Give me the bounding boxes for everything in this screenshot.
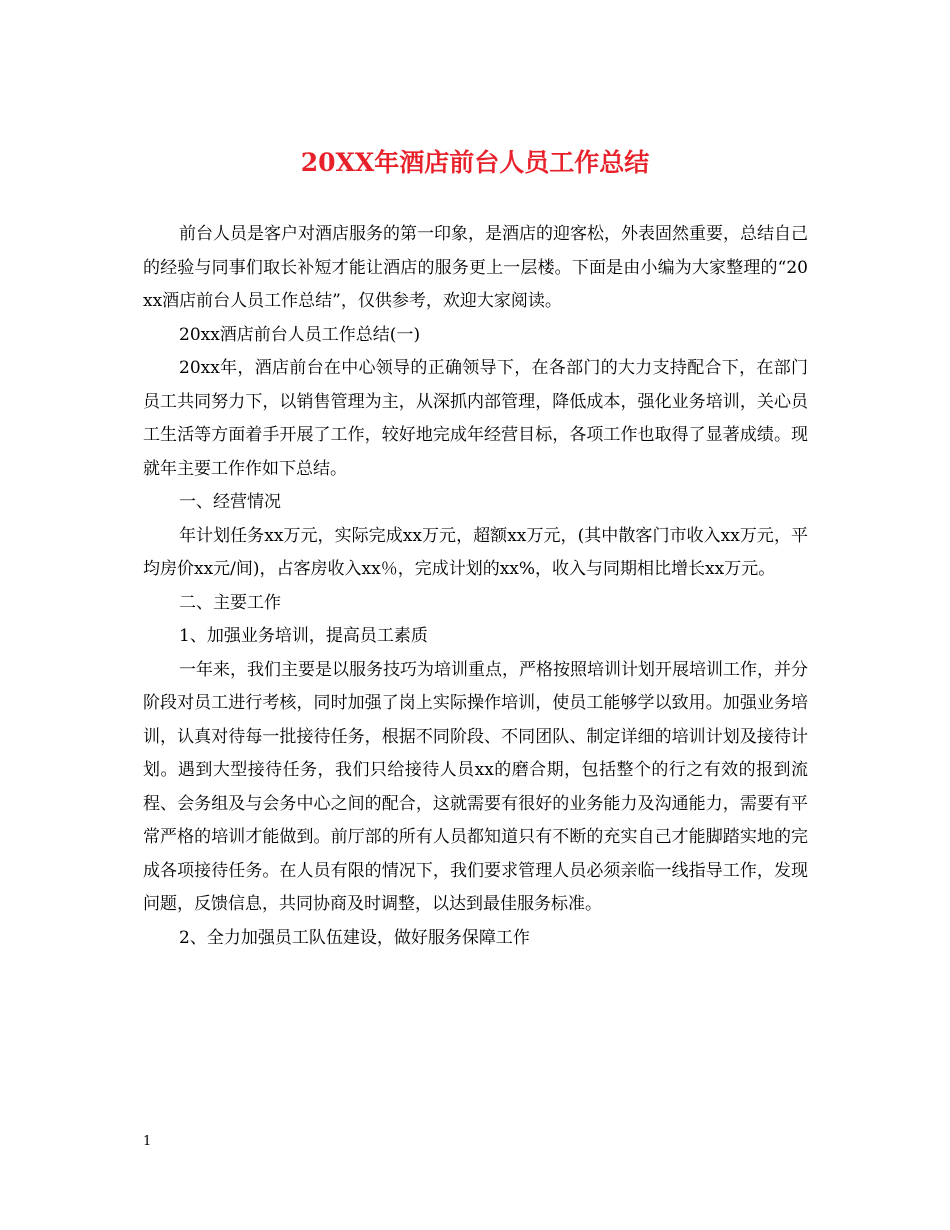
training-paragraph: 一年来，我们主要是以服务技巧为培训重点，严格按照培训计划开展培训工作，并分阶段对员工进行考核，同时加强了岗上实际操作培训，使员工能够学以致用。加强业务培训，认真对待每一批接待任务，根据不同阶段、不同团队、制定详细的培训计划及接待计划。遇到大型接待任务，我们只给接待人员xx的磨合期，包括整个的行之有效的报到流程、会务组及与会务中心之间的配合，这就需要有很好的业务能力及沟通能力，需要有平常严格的培训才能做到。前厅部的所有人员都知道只有不断的充实自己才能脚踏实地的完成各项接待任务。在人员有限的情况下，我们要求管理人员必须亲临一线指导工作，发现问题，反馈信息，共同协商及时调整，以达到最佳服务标准。 [143, 659, 808, 914]
section-heading-summary-one: 20xx酒店前台人员工作总结(一) [179, 324, 421, 345]
page-number: 1 [143, 1134, 152, 1149]
intro-paragraph: 前台人员是客户对酒店服务的第一印象，是酒店的迎客松，外表固然重要，总结自己的经验与同事们取长补短才能让酒店的服务更上一层楼。下面是由小编为大家整理的“20xx酒店前台人员工作总结”，仅供参考，欢迎大家阅读。 [143, 224, 808, 311]
document-title: 20XX年酒店前台人员工作总结 [300, 148, 650, 177]
subheading-training: 1、加强业务培训，提高员工素质 [179, 626, 428, 646]
overview-paragraph: 20xx年，酒店前台在中心领导的正确领导下，在各部门的大力支持配合下，在部门员工共同努力下，以销售管理为主，从深抓内部管理，降低成本，强化业务培训，关心员工生活等方面着手开展了工作，较好地完成年经营目标，各项工作也取得了显著成绩。现就年主要工作作如下总结。 [143, 358, 808, 479]
document-body [143, 218, 808, 955]
section-heading-main-work: 二、主要工作 [179, 592, 281, 613]
section-heading-operations: 一、经营情况 [179, 492, 281, 512]
subheading-team-building: 2、全力加强员工队伍建设，做好服务保障工作 [179, 927, 530, 948]
operations-paragraph: 年计划任务xx万元，实际完成xx万元，超额xx万元，(其中散客门市收入xx万元，平均房价xx元/间)，占客房收入xx％，完成计划的xx%，收入与同期相比增长xx万元。 [143, 525, 808, 579]
